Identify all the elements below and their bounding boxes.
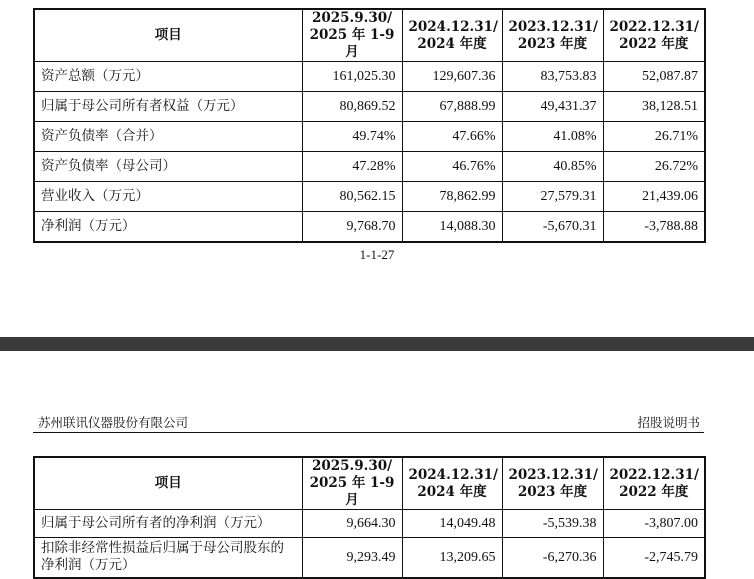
header-rule: [33, 432, 704, 433]
row-label: 净利润（万元）: [34, 212, 302, 242]
cell-value: 26.71%: [603, 122, 705, 152]
table-row: [34, 152, 705, 182]
table-row: [34, 212, 705, 242]
document-title-header: 招股说明书: [637, 415, 700, 430]
cell-value: 83,753.83: [502, 62, 603, 92]
table-row: [34, 62, 705, 92]
table-row: [34, 510, 705, 538]
row-label: 营业收入（万元）: [34, 182, 302, 212]
table-row: [34, 122, 705, 152]
cell-value: 80,562.15: [302, 182, 402, 212]
row-label: 资产总额（万元）: [34, 62, 302, 92]
cell-value: -5,670.31: [502, 212, 603, 242]
header-item: 项目: [34, 457, 302, 510]
page-number: 1-1-27: [359, 247, 395, 262]
page-separator: [0, 337, 754, 351]
cell-value: 38,128.51: [603, 92, 705, 122]
row-label: 资产负债率（合并）: [34, 122, 302, 152]
header-item: 项目: [34, 9, 302, 62]
cell-value: 49,431.37: [502, 92, 603, 122]
financial-table-lower: [33, 456, 706, 579]
cell-value: 14,088.30: [402, 212, 502, 242]
financial-table-upper: [33, 8, 706, 243]
cell-value: -5,539.38: [502, 510, 603, 538]
cell-value: -3,788.88: [603, 212, 705, 242]
cell-value: 161,025.30: [302, 62, 402, 92]
header-period: 2022.12.31/ 2022 年度: [603, 9, 705, 62]
table-row: [34, 182, 705, 212]
cell-value: 14,049.48: [402, 510, 502, 538]
header-period: 2022.12.31/ 2022 年度: [603, 457, 705, 510]
cell-value: 9,768.70: [302, 212, 402, 242]
cell-value: -2,745.79: [603, 538, 705, 578]
cell-value: 47.66%: [402, 122, 502, 152]
table-header-row: [34, 457, 705, 510]
cell-value: 26.72%: [603, 152, 705, 182]
cell-value: 21,439.06: [603, 182, 705, 212]
company-name-header: 苏州联讯仪器股份有限公司: [38, 415, 189, 430]
row-label: 归属于母公司所有者的净利润（万元）: [34, 510, 302, 538]
cell-value: -6,270.36: [502, 538, 603, 578]
header-period: 2024.12.31/ 2024 年度: [402, 457, 502, 510]
table-header-row: [34, 9, 705, 62]
cell-value: 9,293.49: [302, 538, 402, 578]
cell-value: 27,579.31: [502, 182, 603, 212]
cell-value: 47.28%: [302, 152, 402, 182]
cell-value: 46.76%: [402, 152, 502, 182]
header-period: 2024.12.31/ 2024 年度: [402, 9, 502, 62]
header-period: 2023.12.31/ 2023 年度: [502, 9, 603, 62]
cell-value: 67,888.99: [402, 92, 502, 122]
cell-value: 13,209.65: [402, 538, 502, 578]
row-label: 归属于母公司所有者权益（万元）: [34, 92, 302, 122]
cell-value: 41.08%: [502, 122, 603, 152]
cell-value: 80,869.52: [302, 92, 402, 122]
cell-value: 78,862.99: [402, 182, 502, 212]
header-period: 2025.9.30/ 2025 年 1-9 月: [302, 457, 402, 510]
cell-value: 40.85%: [502, 152, 603, 182]
document-page-lower: [0, 351, 754, 574]
cell-value: 9,664.30: [302, 510, 402, 538]
row-label: 扣除非经常性损益后归属于母公司股东的净利润（万元）: [34, 538, 302, 578]
header-period: 2025.9.30/ 2025 年 1-9 月: [302, 9, 402, 62]
cell-value: -3,807.00: [603, 510, 705, 538]
header-period: 2023.12.31/ 2023 年度: [502, 457, 603, 510]
cell-value: 49.74%: [302, 122, 402, 152]
table-row: [34, 538, 705, 578]
row-label: 资产负债率（母公司）: [34, 152, 302, 182]
cell-value: 52,087.87: [603, 62, 705, 92]
cell-value: 129,607.36: [402, 62, 502, 92]
table-row: [34, 92, 705, 122]
